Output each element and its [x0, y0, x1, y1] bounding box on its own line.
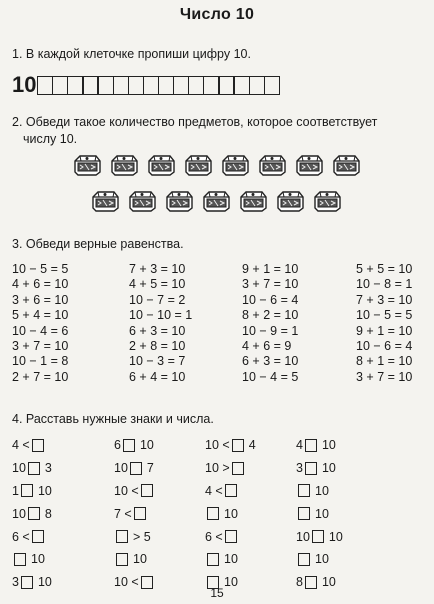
comparison-left: 4 <	[205, 483, 223, 498]
equation[interactable]: 10 − 6 = 4	[242, 292, 299, 307]
equation-column	[242, 262, 356, 385]
equation[interactable]: 10 − 10 = 1	[129, 308, 193, 323]
answer-box[interactable]	[116, 530, 128, 543]
writing-cell[interactable]	[97, 76, 113, 95]
comparison-item	[114, 502, 205, 525]
comparison-right: 10	[31, 552, 45, 567]
comparison-right: 10	[321, 461, 336, 476]
comparison-item	[12, 548, 114, 571]
comparison-right: 10	[139, 438, 154, 453]
answer-box[interactable]	[298, 507, 310, 520]
box-icon[interactable]	[312, 189, 342, 213]
comparison-column	[205, 434, 296, 594]
equation[interactable]: 5 + 5 = 10	[356, 262, 413, 276]
answer-box[interactable]	[298, 484, 310, 497]
box-icon[interactable]	[275, 189, 305, 213]
comparison-item	[12, 480, 114, 503]
comparison-item	[12, 502, 114, 525]
equation-column	[12, 262, 129, 385]
comparison-left: 10	[12, 461, 26, 476]
comparison-right: 10	[328, 529, 343, 544]
equation[interactable]: 4 + 6 = 9	[242, 339, 292, 354]
equation[interactable]: 9 + 1 = 10	[242, 262, 299, 276]
equation[interactable]: 7 + 3 = 10	[356, 292, 413, 307]
answer-box[interactable]	[32, 530, 44, 543]
comparison-column	[114, 434, 205, 594]
comparison-item	[296, 525, 386, 548]
answer-box[interactable]	[305, 439, 317, 452]
comparison-left: 10 >	[205, 461, 230, 476]
comparison-right: 10	[224, 575, 238, 590]
comparison-left: 10	[114, 461, 128, 476]
equation[interactable]: 8 + 2 = 10	[242, 308, 299, 323]
equation[interactable]: 10 − 4 = 5	[242, 369, 299, 384]
answer-box[interactable]	[207, 553, 219, 566]
box-icon[interactable]	[72, 153, 102, 177]
comparison-right: > 5	[133, 529, 151, 544]
comparison-left: 6 <	[205, 529, 223, 544]
writing-cell[interactable]	[158, 76, 174, 95]
answer-box[interactable]	[28, 507, 40, 520]
box-icon[interactable]	[183, 153, 213, 177]
equation[interactable]: 3 + 7 = 10	[356, 369, 413, 384]
writing-cell[interactable]	[233, 76, 249, 95]
writing-cell[interactable]	[113, 76, 129, 95]
comparison-item	[114, 434, 205, 457]
box-icon[interactable]	[146, 153, 176, 177]
comparison-left: 1	[12, 483, 19, 498]
box-icon[interactable]	[109, 153, 139, 177]
comparison-item	[205, 525, 296, 548]
answer-box[interactable]	[312, 530, 324, 543]
answer-box[interactable]	[232, 439, 244, 452]
comparison-left: 3	[296, 461, 303, 476]
equation[interactable]: 3 + 7 = 10	[12, 339, 69, 354]
comparison-column	[12, 434, 114, 594]
comparison-item	[205, 434, 296, 457]
page-title: Число 10	[179, 6, 255, 23]
comparisons-grid	[12, 434, 422, 594]
comparison-right: 10	[315, 483, 329, 498]
equation-column	[356, 262, 422, 385]
answer-box[interactable]	[305, 462, 317, 475]
equation[interactable]: 3 + 6 = 10	[12, 292, 69, 307]
comparison-item	[114, 480, 205, 503]
comparison-item	[205, 548, 296, 571]
equation[interactable]: 3 + 7 = 10	[242, 277, 299, 292]
comparison-item	[114, 457, 205, 480]
answer-box[interactable]	[28, 462, 40, 475]
writing-cell[interactable]	[173, 76, 189, 95]
comparison-item	[12, 525, 114, 548]
comparison-left: 10 <	[114, 483, 139, 498]
comparison-item	[296, 434, 386, 457]
task-2-line-1: 2. Обведи такое количество предметов, которое соответствует	[12, 115, 378, 129]
comparison-right: 10	[224, 506, 238, 521]
writing-cell[interactable]	[37, 76, 53, 95]
box-icon[interactable]	[238, 189, 268, 213]
comparison-right: 10	[315, 552, 329, 567]
equation[interactable]: 9 + 1 = 10	[356, 323, 413, 338]
equation[interactable]: 10 − 8 = 1	[356, 277, 413, 292]
task-2-line-2: числу 10.	[23, 132, 78, 146]
comparison-right: 10	[37, 575, 52, 590]
writing-cell[interactable]	[188, 76, 204, 95]
comparison-right: 3	[44, 461, 52, 476]
writing-cell[interactable]	[218, 76, 234, 95]
writing-cell[interactable]	[67, 76, 83, 95]
comparison-left: 10	[12, 506, 26, 521]
comparison-right: 10	[315, 506, 329, 521]
comparison-item	[205, 480, 296, 503]
box-icon[interactable]	[257, 153, 287, 177]
comparison-right: 10	[224, 552, 238, 567]
comparison-item	[12, 434, 114, 457]
comparison-item	[12, 457, 114, 480]
equation[interactable]: 4 + 6 = 10	[12, 277, 69, 292]
equation[interactable]: 7 + 3 = 10	[129, 262, 186, 276]
box-icon[interactable]	[164, 189, 194, 213]
comparison-item	[205, 502, 296, 525]
equation[interactable]: 10 − 6 = 4	[356, 339, 413, 354]
equation[interactable]: 8 + 1 = 10	[356, 354, 413, 369]
answer-box[interactable]	[298, 553, 310, 566]
answer-box[interactable]	[14, 553, 26, 566]
box-icon[interactable]	[331, 153, 361, 177]
box-icon[interactable]	[294, 153, 324, 177]
objects-row-1	[72, 153, 368, 177]
task-1-instruction: 1. В каждой клеточке пропиши цифру 10.	[12, 47, 251, 61]
answer-box[interactable]	[32, 439, 44, 452]
comparison-right: 10	[133, 552, 147, 567]
writing-cells[interactable]	[37, 76, 279, 95]
equation[interactable]: 10 − 9 = 1	[242, 323, 299, 338]
comparison-right: 4	[248, 438, 256, 453]
comparison-right: 10	[321, 438, 336, 453]
comparison-left: 4	[296, 438, 303, 453]
writing-cell[interactable]	[128, 76, 144, 95]
equation[interactable]: 6 + 3 = 10	[129, 323, 186, 338]
sample-digit: 10	[12, 72, 37, 97]
answer-box[interactable]	[116, 553, 128, 566]
comparison-left: 10 <	[205, 438, 230, 453]
page-number: 15	[210, 586, 224, 600]
comparison-right: 7	[146, 461, 154, 476]
answer-box[interactable]	[207, 507, 219, 520]
comparison-left: 4 <	[12, 438, 30, 453]
equation[interactable]: 10 − 5 = 5	[356, 308, 413, 323]
task-3-instruction: 3. Обведи верные равенства.	[12, 237, 184, 251]
equation[interactable]: 10 − 3 = 7	[129, 354, 186, 369]
comparison-left: 6 <	[12, 529, 30, 544]
comparison-item	[114, 548, 205, 571]
comparison-left: 7 <	[114, 506, 132, 521]
objects-row-2	[90, 189, 349, 213]
writing-cell[interactable]	[143, 76, 159, 95]
comparison-item	[296, 457, 386, 480]
equation[interactable]: 2 + 8 = 10	[129, 339, 186, 354]
box-icon[interactable]	[220, 153, 250, 177]
comparison-left: 10	[296, 529, 310, 544]
task-2-instruction	[12, 114, 377, 148]
writing-cell[interactable]	[82, 76, 98, 95]
equation[interactable]: 6 + 4 = 10	[129, 369, 186, 384]
box-icon[interactable]	[201, 189, 231, 213]
equation[interactable]: 10 − 4 = 6	[12, 323, 69, 338]
equations-grid	[12, 262, 422, 385]
answer-box[interactable]	[225, 484, 237, 497]
comparison-item	[114, 525, 205, 548]
comparison-left: 8	[296, 575, 303, 590]
answer-box[interactable]	[141, 484, 153, 497]
answer-box[interactable]	[134, 507, 146, 520]
comparison-item	[296, 502, 386, 525]
equation[interactable]: 10 − 1 = 8	[12, 354, 69, 369]
task-4-instruction: 4. Расставь нужные знаки и числа.	[12, 412, 214, 426]
writing-cell[interactable]	[203, 76, 219, 95]
comparison-item	[205, 457, 296, 480]
comparison-left: 6	[114, 438, 121, 453]
comparison-column	[296, 434, 386, 594]
answer-box[interactable]	[130, 462, 142, 475]
equation[interactable]: 10 − 5 = 5	[12, 262, 69, 276]
writing-cell[interactable]	[249, 76, 265, 95]
answer-box[interactable]	[21, 484, 33, 497]
answer-box[interactable]	[123, 439, 135, 452]
equation[interactable]: 5 + 4 = 10	[12, 308, 69, 323]
answer-box[interactable]	[232, 462, 244, 475]
box-icon[interactable]	[90, 189, 120, 213]
answer-box[interactable]	[225, 530, 237, 543]
comparison-item	[296, 548, 386, 571]
comparison-item	[296, 480, 386, 503]
comparison-right: 8	[44, 506, 52, 521]
equation[interactable]: 4 + 5 = 10	[129, 277, 186, 292]
comparison-left: 3	[12, 575, 19, 590]
comparison-right: 10	[321, 575, 336, 590]
comparison-left: 10 <	[114, 575, 139, 590]
writing-cell[interactable]	[264, 76, 280, 95]
equation[interactable]: 6 + 3 = 10	[242, 354, 299, 369]
equation-column	[129, 262, 242, 385]
comparison-right: 10	[37, 483, 52, 498]
equation[interactable]: 2 + 7 = 10	[12, 369, 69, 384]
equation[interactable]: 10 − 7 = 2	[129, 292, 186, 307]
box-icon[interactable]	[127, 189, 157, 213]
writing-cell[interactable]	[52, 76, 68, 95]
